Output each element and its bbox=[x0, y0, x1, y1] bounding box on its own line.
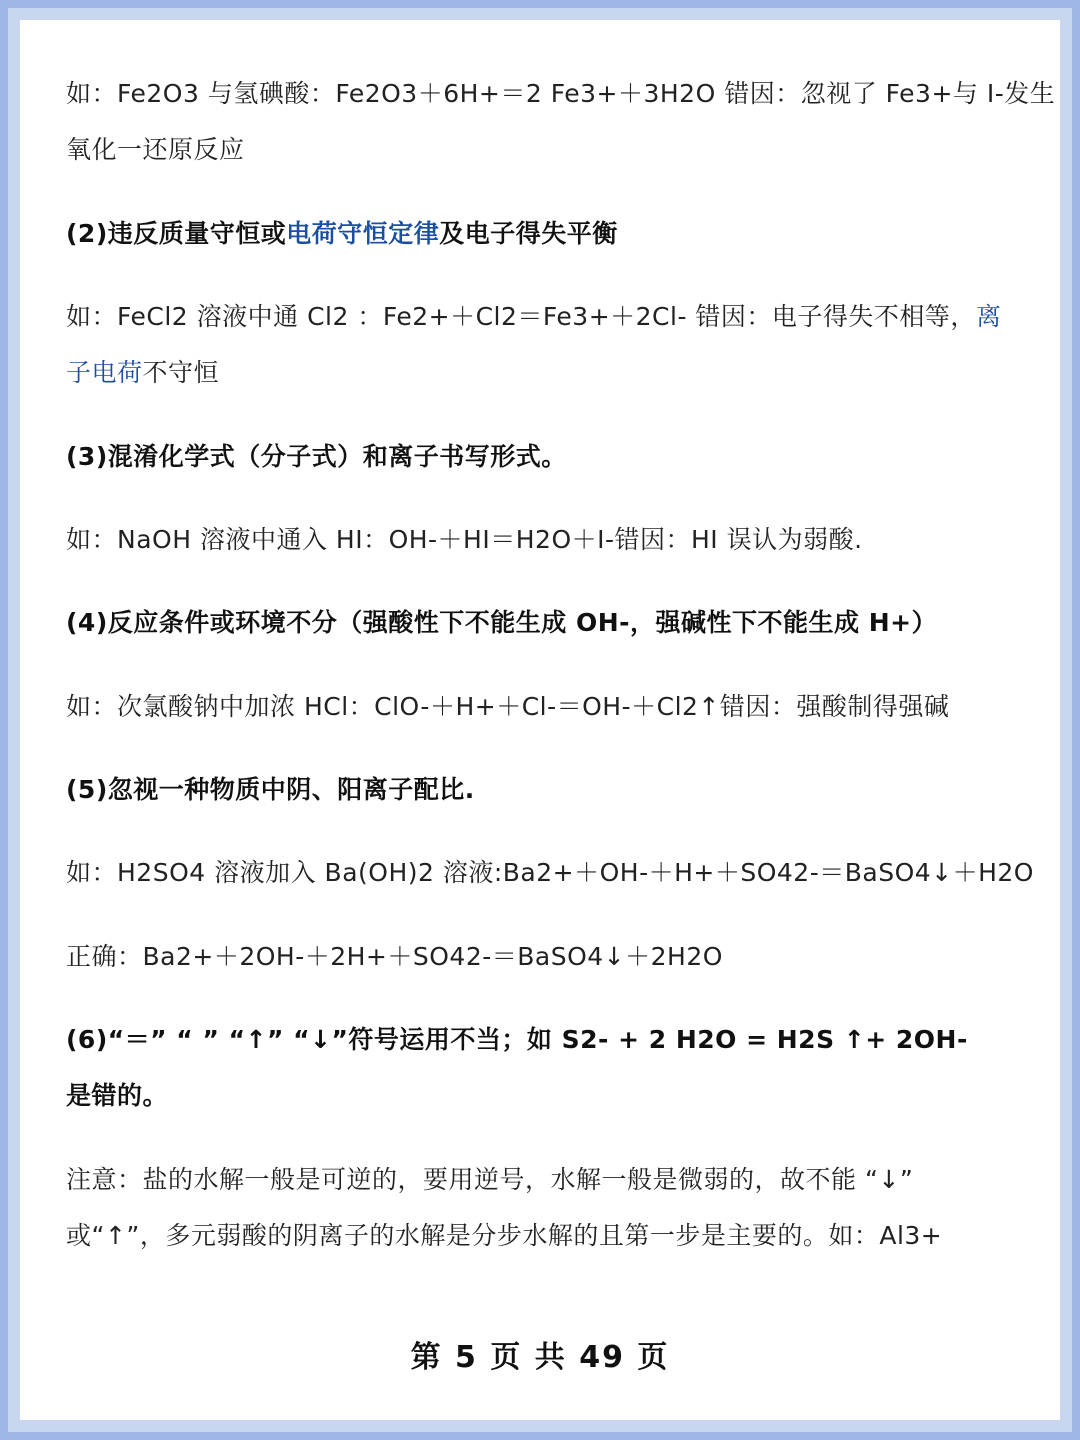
example-naoh: 如：NaOH 溶液中通入 HI：OH-＋HI＝H2O＋I-错因：HI 误认为弱酸. bbox=[66, 525, 863, 554]
example-fe2o3: 如：Fe2O3 与氢碘酸：Fe2O3＋6H+＝2 Fe3+＋3H2O 错因：忽视了 Fe3+与 I-发生 bbox=[66, 79, 1056, 108]
highlight-ion-charge-1: 离 bbox=[975, 302, 1002, 331]
heading-4: (4)反应条件或环境不分（强酸性下不能生成 OH-，强碱性下不能生成 H+） bbox=[66, 608, 938, 637]
example-fe2o3-cont: 氧化一还原反应 bbox=[66, 135, 245, 164]
example-naclo: 如：次氯酸钠中加浓 HCl：ClO-＋H+＋Cl-＝OH-＋Cl2↑错因：强酸制得强碱 bbox=[66, 692, 950, 721]
highlight-charge-law: 电荷守恒定律 bbox=[286, 219, 440, 248]
page-number-footer: 第 5 页 共 49 页 bbox=[410, 1340, 670, 1375]
heading-2: (2)违反质量守恒或电荷守恒定律及电子得失平衡 bbox=[66, 219, 618, 248]
correct-equation: 正确：Ba2+＋2OH-＋2H+＋SO42-＝BaSO4↓＋2H2O bbox=[66, 942, 723, 971]
note-hydrolysis-cont: 或“↑”，多元弱酸的阴离子的水解是分步水解的且第一步是主要的。如：Al3+ bbox=[66, 1221, 943, 1250]
note-hydrolysis: 注意：盐的水解一般是可逆的，要用逆号，水解一般是微弱的，故不能 “↓” bbox=[66, 1165, 914, 1194]
example-h2so4: 如：H2SO4 溶液加入 Ba(OH)2 溶液:Ba2+＋OH-＋H+＋SO42-＝BaSO4↓＋H2O bbox=[66, 858, 1034, 887]
example-fecl2: 如：FeCl2 溶液中通 Cl2 ：Fe2+＋Cl2＝Fe3+＋2Cl- 错因：电子得失不相等，离 bbox=[66, 302, 1002, 331]
heading-6: (6)“＝” “ ” “↑” “↓”符号运用不当；如 S2- + 2 H2O = H2S ↑+ 2OH- bbox=[66, 1025, 968, 1054]
highlight-ion-charge-2: 子电荷 bbox=[66, 358, 143, 387]
example-fecl2-cont: 子电荷不守恒 bbox=[66, 358, 220, 387]
heading-3: (3)混淆化学式（分子式）和离子书写形式。 bbox=[66, 442, 567, 471]
heading-5: (5)忽视一种物质中阴、阳离子配比. bbox=[66, 775, 475, 804]
heading-6-cont: 是错的。 bbox=[66, 1081, 169, 1110]
